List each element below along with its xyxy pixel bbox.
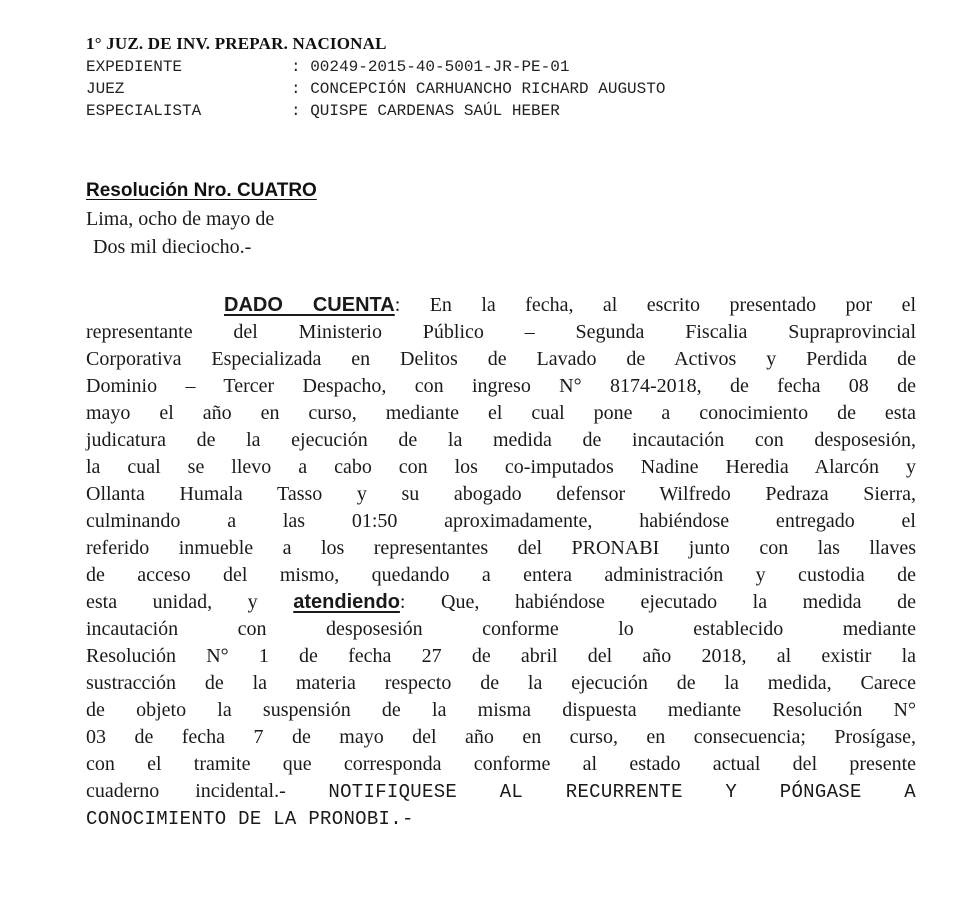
juez-row <box>86 80 846 102</box>
body-line: mayo el año en curso, mediante el cual pone a conocimiento de esta <box>86 402 916 424</box>
juez-value: : CONCEPCIÓN CARHUANCHO RICHARD AUGUSTO <box>291 80 666 98</box>
body-line: sustracción de la materia respecto de la ejecución de la medida, Carece <box>86 672 916 694</box>
dado-cuenta-heading: DADO CUENTA <box>224 294 395 316</box>
body-line: incautación con desposesión conforme lo establecido mediante <box>86 618 916 640</box>
body-line: de acceso del mismo, quedando a entera administración y custodia de <box>86 564 916 586</box>
body-line: referido inmueble a los representantes del PRONABI junto con las llaves <box>86 537 916 559</box>
body-text: esta unidad, y <box>86 591 258 613</box>
body-text: cuaderno incidental.- <box>86 780 286 802</box>
body-line: de objeto la suspensión de la misma dispuesta mediante Resolución N° <box>86 699 916 721</box>
body-line: Resolución N° 1 de fecha 27 de abril del año 2018, al existir la <box>86 645 916 667</box>
expediente-row <box>86 58 846 80</box>
body-line: Corporativa Especializada en Delitos de Lavado de Activos y Perdida de <box>86 348 916 370</box>
body-line <box>86 805 916 832</box>
body-text: : Que, habiéndose ejecutado la medida de <box>399 591 916 613</box>
expediente-value: : 00249-2015-40-5001-JR-PE-01 <box>291 58 570 76</box>
especialista-label: ESPECIALISTA <box>86 102 202 120</box>
body-line: 03 de fecha 7 de mayo del año en curso, en consecuencia; Prosígase, <box>86 726 916 748</box>
body-line: representante del Ministerio Público – Segunda Fiscalia Supraprovincial <box>86 321 916 343</box>
court-name: 1° JUZ. DE INV. PREPAR. NACIONAL <box>86 34 387 53</box>
resolution-title: Resolución Nro. CUATRO <box>86 180 317 201</box>
body-line: Dominio – Tercer Despacho, con ingreso N° 8174-2018, de fecha 08 de <box>86 375 916 397</box>
body-line: culminando a las 01:50 aproximadamente, habiéndose entregado el <box>86 510 916 532</box>
expediente-label: EXPEDIENTE <box>86 58 183 76</box>
body-line: la cual se llevo a cabo con los co-imputados Nadine Heredia Alarcón y <box>86 456 916 478</box>
body-line: judicatura de la ejecución de la medida de incautación con desposesión, <box>86 429 916 451</box>
resolution-date-line2: Dos mil dieciocho.- <box>93 236 252 258</box>
notification-text: CONOCIMIENTO DE LA PRONOBI.- <box>86 808 414 830</box>
notification-text: NOTIFIQUESE AL RECURRENTE Y PÓNGASE A <box>285 781 917 803</box>
especialista-row <box>86 102 846 124</box>
body-line: Ollanta Humala Tasso y su abogado defensor Wilfredo Pedraza Sierra, <box>86 483 916 505</box>
body-line <box>86 778 916 805</box>
juez-label: JUEZ <box>86 80 125 98</box>
body-text: : En la fecha, al escrito presentado por el <box>394 294 917 316</box>
resolution-date-line1: Lima, ocho de mayo de <box>86 208 275 230</box>
especialista-value: : QUISPE CARDENAS SAÚL HEBER <box>291 102 560 120</box>
body-line <box>86 292 916 319</box>
resolution-body <box>86 292 916 832</box>
atendiendo-heading: atendiendo <box>293 591 400 613</box>
body-line <box>86 589 916 616</box>
body-line: con el tramite que corresponda conforme al estado actual del presente <box>86 753 916 775</box>
